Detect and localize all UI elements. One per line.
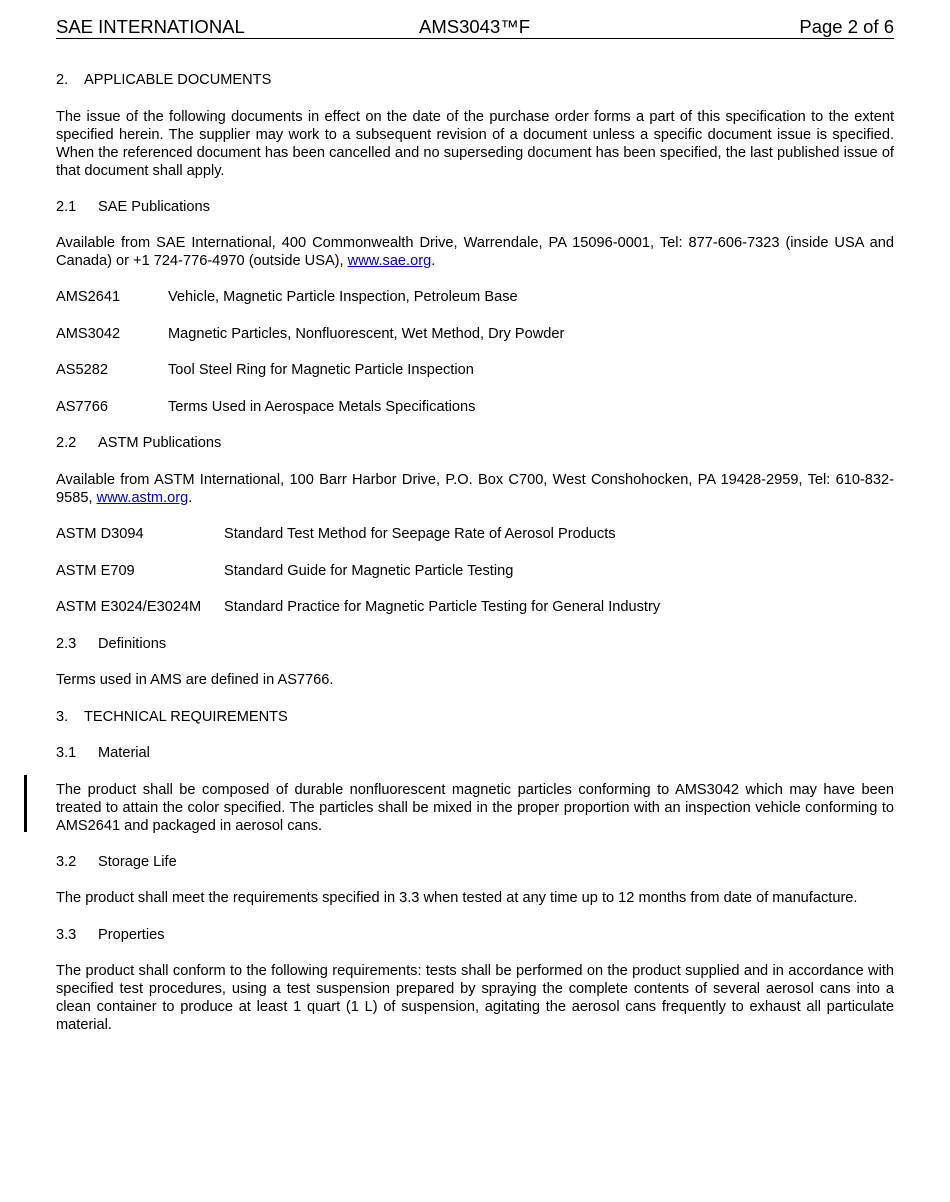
reference-title: Standard Practice for Magnetic Particle Testing for General Industry — [224, 599, 661, 615]
section-3-1-heading — [56, 744, 894, 762]
section-2-1-heading — [56, 198, 894, 216]
reference-code: ASTM E709 — [56, 562, 135, 579]
section-2-paragraph: The issue of the following documents in effect on the date of the purchase order forms a part of this specification to the extent specified herein. The supplier may work to a subsequent revision of a document unless a specific document issue is specified. When the referenced document has been cancelled and no superseding document has been specified, the last published issue of that document shall apply. — [56, 109, 894, 179]
section-title: Material — [98, 745, 150, 761]
reference-row — [56, 288, 894, 306]
reference-code: ASTM E3024/E3024M — [56, 599, 202, 615]
period: . — [431, 253, 436, 269]
section-title: APPLICABLE DOCUMENTS — [84, 72, 272, 88]
reference-row — [56, 398, 894, 416]
sae-availability-text: Available from SAE International, 400 Commonwealth Drive, Warrendale, PA 15096-0001, Tel: 877-606-7323 (inside USA and Canada) or +1 724-776-4970 (outside USA), — [56, 235, 894, 269]
reference-title: Tool Steel Ring for Magnetic Particle Inspection — [168, 362, 474, 378]
reference-code: AMS2641 — [56, 289, 121, 305]
section-2-2-heading — [56, 434, 894, 452]
section-number: 2.2 — [56, 435, 77, 451]
reference-code: AMS3042 — [56, 325, 121, 342]
reference-row — [56, 525, 894, 543]
section-title: TECHNICAL REQUIREMENTS — [84, 708, 288, 725]
reference-code: AS7766 — [56, 398, 108, 415]
astm-website-link[interactable]: www.astm.org — [96, 489, 189, 506]
section-number: 3.3 — [56, 926, 77, 943]
section-3-2-heading — [56, 853, 894, 871]
section-title: ASTM Publications — [98, 435, 222, 451]
reference-code: ASTM D3094 — [56, 526, 144, 542]
header-publisher: SAE INTERNATIONAL — [56, 16, 245, 37]
reference-row — [56, 325, 894, 343]
header-document-number: AMS3043™F — [419, 16, 531, 37]
header-page-number: Page 2 of 6 — [799, 16, 894, 37]
reference-title: Magnetic Particles, Nonfluorescent, Wet Method, Dry Powder — [168, 325, 565, 342]
section-title: SAE Publications — [98, 199, 210, 215]
reference-code: AS5282 — [56, 362, 108, 378]
astm-availability-text: Available from ASTM International, 100 Barr Harbor Drive, P.O. Box C700, West Conshohocken, PA 19428-2959, Tel: 610-832-9585, — [56, 471, 894, 506]
section-2-heading — [56, 71, 894, 89]
section-2-3-heading — [56, 635, 894, 653]
section-number: 3. — [56, 708, 69, 725]
section-number: 2. — [56, 72, 69, 88]
section-number: 3.2 — [56, 853, 77, 870]
reference-title: Vehicle, Magnetic Particle Inspection, Petroleum Base — [168, 289, 518, 305]
section-3-2-paragraph: The product shall meet the requirements specified in 3.3 when tested at any time up to 12 months from date of manufacture. — [56, 890, 858, 906]
section-number: 3.1 — [56, 745, 77, 761]
reference-row — [56, 598, 894, 616]
section-number: 2.1 — [56, 199, 77, 215]
section-3-heading — [56, 708, 894, 726]
section-3-3-paragraph: The product shall conform to the following requirements: tests shall be performed on the product supplied and in accordance with specified test procedures, using a test suspension prepared by spraying the complete contents of several aerosol cans into a clean container to produce at least 1 quart (1 L) of suspension, agitating the aerosol cans frequently to exhaust all particulate material. — [56, 963, 894, 1033]
section-title: Definitions — [98, 635, 167, 652]
section-2-3-paragraph: Terms used in AMS are defined in AS7766. — [56, 672, 334, 688]
sae-website-link[interactable]: www.sae.org — [347, 253, 432, 269]
document-page — [56, 16, 894, 1034]
reference-row — [56, 361, 894, 379]
section-title: Storage Life — [98, 853, 177, 870]
period: . — [188, 489, 193, 506]
section-2-1-paragraph — [56, 234, 894, 270]
section-number: 2.3 — [56, 635, 77, 652]
section-title: Properties — [98, 926, 165, 943]
reference-row — [56, 562, 894, 580]
reference-title: Standard Guide for Magnetic Particle Testing — [224, 562, 514, 579]
section-2-2-paragraph — [56, 471, 894, 507]
reference-title: Terms Used in Aerospace Metals Specifications — [168, 398, 476, 415]
section-3-1-paragraph: The product shall be composed of durable nonfluorescent magnetic particles conforming to AMS3042 which may have been treated to attain the color specified. The particles shall be mixed in the proper proportion with an inspection vehicle conforming to AMS2641 and packaged in aerosol cans. — [56, 781, 894, 834]
revision-change-bar — [24, 775, 27, 832]
page-header — [56, 16, 894, 39]
section-3-3-heading — [56, 926, 894, 944]
reference-title: Standard Test Method for Seepage Rate of Aerosol Products — [224, 526, 616, 542]
